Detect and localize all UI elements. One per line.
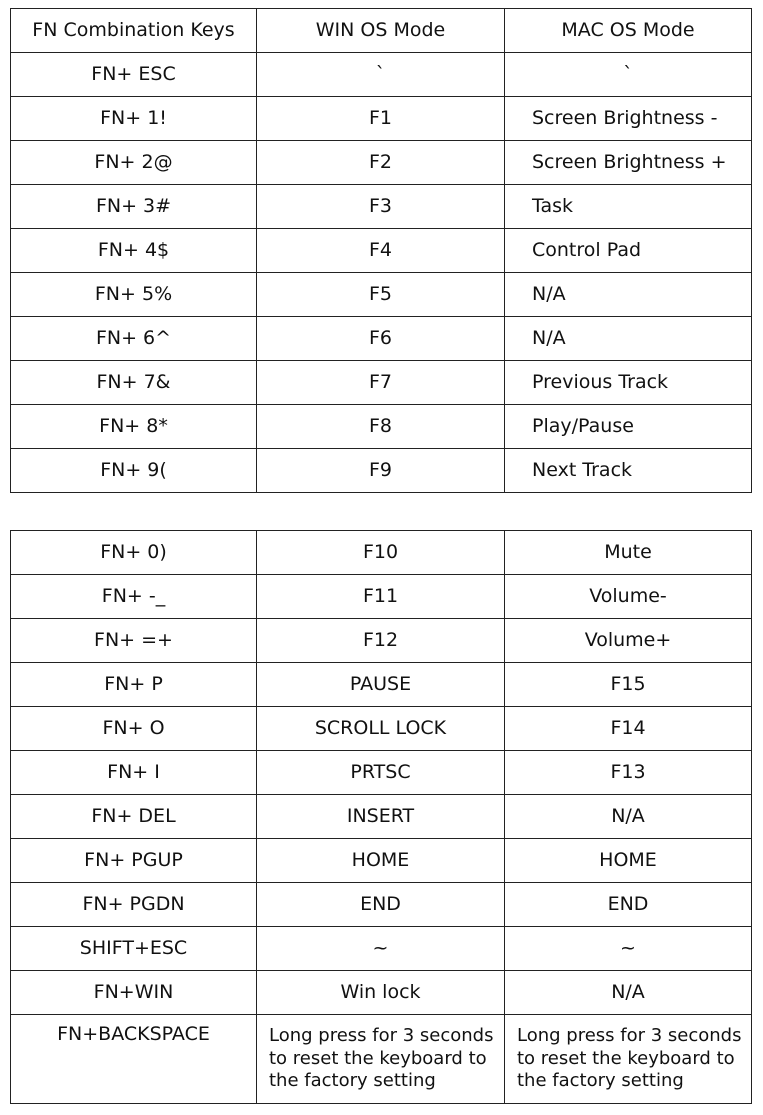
- mac-mode-cell: Control Pad: [505, 229, 752, 273]
- mac-mode-cell: `: [505, 53, 752, 97]
- win-mode-cell: END: [257, 883, 505, 927]
- table-row: [11, 1015, 752, 1104]
- table-row: [11, 927, 752, 971]
- fn-key-cell: FN+ PGDN: [11, 883, 257, 927]
- table-row: [11, 185, 752, 229]
- mac-mode-cell: Mute: [505, 531, 752, 575]
- table-row: [11, 575, 752, 619]
- table-row: [11, 619, 752, 663]
- table-row: [11, 707, 752, 751]
- mac-mode-cell: N/A: [505, 795, 752, 839]
- header-fn-combination-keys: FN Combination Keys: [11, 9, 257, 53]
- mac-mode-cell: Screen Brightness +: [505, 141, 752, 185]
- table-row: [11, 405, 752, 449]
- table-row: [11, 839, 752, 883]
- mac-mode-cell: Long press for 3 seconds to reset the keyboard to the factory setting: [505, 1015, 752, 1104]
- mac-mode-cell: Volume+: [505, 619, 752, 663]
- mac-mode-cell: HOME: [505, 839, 752, 883]
- mac-mode-cell: Screen Brightness -: [505, 97, 752, 141]
- fn-keys-table-2: [10, 530, 752, 1104]
- win-mode-cell: F9: [257, 449, 505, 493]
- fn-key-cell: FN+ I: [11, 751, 257, 795]
- table-row: [11, 317, 752, 361]
- fn-key-cell: FN+ PGUP: [11, 839, 257, 883]
- mac-mode-cell: F15: [505, 663, 752, 707]
- fn-keys-table-1: [10, 8, 752, 493]
- mac-mode-cell: Play/Pause: [505, 405, 752, 449]
- win-mode-cell: INSERT: [257, 795, 505, 839]
- win-mode-cell: SCROLL LOCK: [257, 707, 505, 751]
- win-mode-cell: PRTSC: [257, 751, 505, 795]
- win-mode-cell: F5: [257, 273, 505, 317]
- mac-mode-cell: ~: [505, 927, 752, 971]
- fn-key-cell: FN+ O: [11, 707, 257, 751]
- win-mode-cell: `: [257, 53, 505, 97]
- mac-mode-cell: Next Track: [505, 449, 752, 493]
- fn-key-cell: FN+ ESC: [11, 53, 257, 97]
- fn-key-cell: FN+ 4$: [11, 229, 257, 273]
- win-mode-cell: F4: [257, 229, 505, 273]
- table-row: [11, 751, 752, 795]
- mac-mode-cell: Task: [505, 185, 752, 229]
- win-mode-cell: Win lock: [257, 971, 505, 1015]
- table-row: [11, 273, 752, 317]
- table-header-row: [11, 9, 752, 53]
- table-row: [11, 449, 752, 493]
- fn-key-cell: FN+ 1!: [11, 97, 257, 141]
- fn-key-cell: FN+ =+: [11, 619, 257, 663]
- win-mode-cell: F7: [257, 361, 505, 405]
- fn-key-cell: FN+ 0): [11, 531, 257, 575]
- fn-key-cell: FN+ 2@: [11, 141, 257, 185]
- fn-key-cell: FN+ 6^: [11, 317, 257, 361]
- win-mode-cell: PAUSE: [257, 663, 505, 707]
- fn-key-cell: FN+ P: [11, 663, 257, 707]
- table-row: [11, 141, 752, 185]
- table-row: [11, 531, 752, 575]
- table-row: [11, 663, 752, 707]
- mac-mode-cell: Previous Track: [505, 361, 752, 405]
- table-row: [11, 971, 752, 1015]
- win-mode-cell: F6: [257, 317, 505, 361]
- fn-key-cell: FN+ 3#: [11, 185, 257, 229]
- win-mode-cell: F10: [257, 531, 505, 575]
- fn-key-cell: FN+ 7&: [11, 361, 257, 405]
- win-mode-cell: Long press for 3 seconds to reset the keyboard to the factory setting: [257, 1015, 505, 1104]
- header-win-os-mode: WIN OS Mode: [257, 9, 505, 53]
- win-mode-cell: F8: [257, 405, 505, 449]
- header-mac-os-mode: MAC OS Mode: [505, 9, 752, 53]
- fn-key-cell: FN+WIN: [11, 971, 257, 1015]
- win-mode-cell: F1: [257, 97, 505, 141]
- win-mode-cell: F2: [257, 141, 505, 185]
- table-row: [11, 795, 752, 839]
- fn-key-cell: FN+BACKSPACE: [11, 1015, 257, 1104]
- win-mode-cell: HOME: [257, 839, 505, 883]
- mac-mode-cell: N/A: [505, 273, 752, 317]
- table-row: [11, 883, 752, 927]
- win-mode-cell: F3: [257, 185, 505, 229]
- mac-mode-cell: F13: [505, 751, 752, 795]
- win-mode-cell: F12: [257, 619, 505, 663]
- mac-mode-cell: END: [505, 883, 752, 927]
- fn-key-cell: SHIFT+ESC: [11, 927, 257, 971]
- table-row: [11, 229, 752, 273]
- table-row: [11, 53, 752, 97]
- fn-key-cell: FN+ 5%: [11, 273, 257, 317]
- table-row: [11, 97, 752, 141]
- win-mode-cell: F11: [257, 575, 505, 619]
- mac-mode-cell: Volume-: [505, 575, 752, 619]
- fn-key-cell: FN+ 9(: [11, 449, 257, 493]
- fn-key-cell: FN+ 8*: [11, 405, 257, 449]
- fn-key-cell: FN+ -_: [11, 575, 257, 619]
- win-mode-cell: ~: [257, 927, 505, 971]
- table-row: [11, 361, 752, 405]
- fn-key-cell: FN+ DEL: [11, 795, 257, 839]
- mac-mode-cell: N/A: [505, 317, 752, 361]
- mac-mode-cell: N/A: [505, 971, 752, 1015]
- mac-mode-cell: F14: [505, 707, 752, 751]
